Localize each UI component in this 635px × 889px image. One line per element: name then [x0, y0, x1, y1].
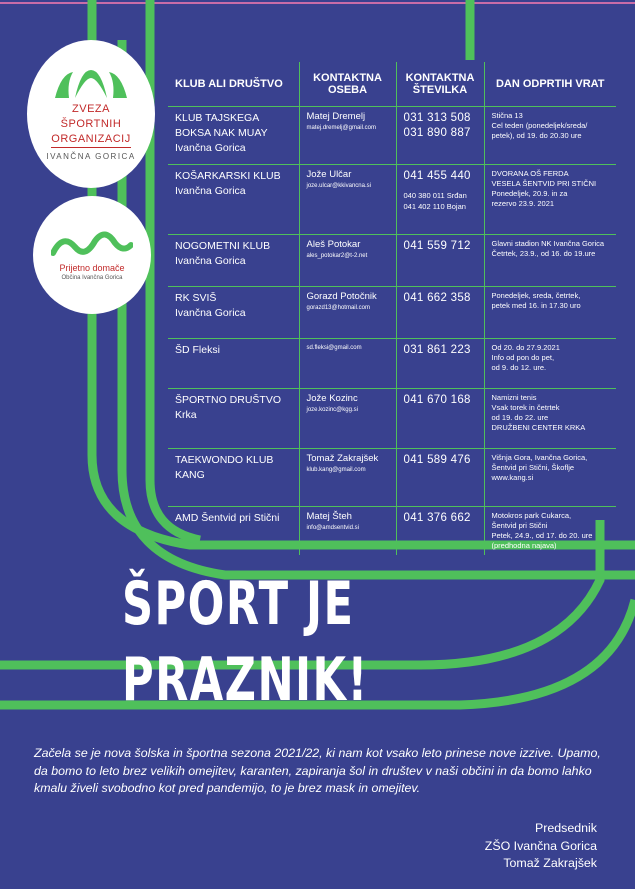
- intro-paragraph: Začela se je nova šolska in športna sezona 2021/22, ki nam kot vsako leto prinese nove izzive. Upamo, da bomo to leto brez velikih omejitev, karanten, zapiranja šol in društev v naši občini in da bomo lahko kmalu živeli svobodno kot pred pandemijo, to je brez mask in omejitev.: [34, 746, 601, 795]
- club-name-line: Krka: [175, 409, 197, 421]
- open-day-line: Šentvid pri Stični, Škoflje: [491, 463, 575, 472]
- club-cell: [168, 339, 299, 389]
- contact-person-cell: [299, 339, 396, 389]
- table-row: [168, 107, 616, 165]
- open-day-cell: [484, 507, 616, 555]
- header-contact-person: KONTAKTNA OSEBA: [299, 62, 396, 107]
- club-name-line: NOGOMETNI KLUB: [175, 240, 271, 252]
- header-open-day: DAN ODPRTIH VRAT: [484, 62, 616, 107]
- open-day-line: Motokros park Cukarca,: [491, 511, 572, 520]
- contact-number-cell: [396, 449, 484, 507]
- umbrella-icon: [51, 68, 131, 102]
- phone-number: 031 861 223: [403, 344, 471, 356]
- contact-email: joze.ulcar@kkivancna.si: [306, 183, 371, 189]
- contact-number-cell: [396, 235, 484, 287]
- contact-person-cell: [299, 449, 396, 507]
- contact-number-cell: [396, 287, 484, 339]
- open-day-line: Glavni stadion NK Ivančna Gorica: [491, 239, 605, 248]
- club-name-line: BOKSA NAK MUAY: [175, 127, 268, 139]
- club-cell: [168, 507, 299, 555]
- phone-number: 041 662 358: [403, 292, 471, 304]
- contact-person-cell: [299, 507, 396, 555]
- contact-person-cell: [299, 235, 396, 287]
- open-day-line: Cel teden (ponedeljek/sreda/: [491, 121, 588, 130]
- open-day-line: Šentvid pri Stični: [491, 521, 548, 530]
- open-day-line: Stična 13: [491, 111, 523, 120]
- signature: [485, 820, 597, 873]
- municipality-name: Občina Ivančna Gorica: [61, 275, 123, 281]
- contact-person-name: Aleš Potokar: [306, 239, 361, 250]
- club-name-line: KANG: [175, 469, 205, 481]
- club-name-line: AMD Šentvid pri Stični: [175, 512, 280, 524]
- club-cell: [168, 389, 299, 449]
- open-day-line: rezervo 23.9. 2021: [491, 199, 555, 208]
- contact-person-cell: [299, 287, 396, 339]
- club-name-line: KOŠARKARSKI KLUB: [175, 170, 281, 182]
- table-row: [168, 449, 616, 507]
- header-club: KLUB ALI DRUŠTVO: [175, 78, 283, 90]
- open-day-cell: [484, 449, 616, 507]
- slogan-line-2: PRAZNIK!: [122, 645, 369, 715]
- phone-number: 041 455 440: [403, 170, 471, 182]
- table-row: [168, 165, 616, 235]
- contact-number-cell: [396, 107, 484, 165]
- club-cell: [168, 107, 299, 165]
- open-day-line: od 19. do 22. ure: [491, 413, 549, 422]
- phone-number: 041 376 662: [403, 512, 471, 524]
- municipality-slogan: Prijetno domače: [59, 263, 125, 273]
- contact-email: klub.kang@gmail.com: [306, 467, 366, 473]
- contact-person-name: Matej Šteh: [306, 511, 352, 522]
- table-row: [168, 389, 616, 449]
- contact-email: matej.dremelj@gmail.com: [306, 125, 376, 131]
- municipality-logo: [33, 196, 151, 314]
- club-cell: [168, 449, 299, 507]
- phone-number: 041 670 168: [403, 394, 471, 406]
- open-day-line: (predhodna najava): [491, 541, 557, 550]
- club-name-line: TAEKWONDO KLUB: [175, 454, 274, 466]
- open-day-cell: [484, 389, 616, 449]
- table-row: [168, 339, 616, 389]
- open-day-line: Ponedeljek, sreda, četrtek,: [491, 291, 581, 300]
- club-name-line: ŠD Fleksi: [175, 344, 220, 356]
- open-day-line: petek), od 19. do 20.30 ure: [491, 131, 582, 140]
- zso-logo: [27, 40, 155, 188]
- contact-email: gorazd13@hotmail.com: [306, 305, 370, 311]
- zso-logo-subtitle: IVANČNA GORICA: [46, 151, 136, 161]
- open-day-line: Namizni tenis: [491, 393, 537, 402]
- open-day-cell: [484, 287, 616, 339]
- open-day-line: Četrtek, 23.9., od 16. do 19.ure: [491, 249, 596, 258]
- table-header-row: [168, 62, 616, 107]
- contact-person-name: Gorazd Potočnik: [306, 291, 377, 302]
- contact-person-cell: [299, 107, 396, 165]
- signature-organization: ZŠO Ivančna Gorica: [484, 838, 597, 853]
- club-cell: [168, 165, 299, 235]
- header-contact-number: KONTAKTNA ŠTEVILKA: [396, 62, 484, 107]
- open-day-line: VESELA ŠENTVID PRI STIČNI: [491, 179, 597, 188]
- contact-person-cell: [299, 389, 396, 449]
- contact-person-name: Jože Ulčar: [306, 169, 352, 180]
- club-cell: [168, 235, 299, 287]
- phone-number: 031 890 887: [403, 127, 471, 139]
- open-day-line: Info od pon do pet,: [491, 353, 555, 362]
- contact-email: sd.fleksi@gmail.com: [306, 345, 362, 351]
- contact-person-name: Jože Kozinc: [306, 393, 358, 404]
- open-day-line: Višnja Gora, Ivančna Gorica,: [491, 453, 588, 462]
- open-day-line: Ponedeljek, 20.9. in za: [491, 189, 568, 198]
- zso-logo-line-3: ORGANIZACIJ: [51, 132, 130, 148]
- signature-role: Predsednik: [535, 821, 597, 835]
- open-day-cell: [484, 339, 616, 389]
- open-day-line: www.kang.si: [491, 473, 534, 482]
- club-name-line: Ivančna Gorica: [175, 185, 246, 197]
- clubs-table: [168, 62, 616, 555]
- signature-name: Tomaž Zakrajšek: [503, 856, 597, 870]
- contact-email: info@amdsentvid.si: [306, 525, 359, 531]
- phone-number: 031 313 508: [403, 112, 471, 124]
- contact-number-cell: [396, 339, 484, 389]
- contact-email: ales_potokar2@t-2.net: [306, 253, 368, 259]
- open-day-line: DRUŽBENI CENTER KRKA: [491, 423, 586, 432]
- contact-number-cell: [396, 389, 484, 449]
- club-name-line: Ivančna Gorica: [175, 142, 246, 154]
- open-day-line: od 9. do 12. ure.: [491, 363, 547, 372]
- open-day-cell: [484, 165, 616, 235]
- club-cell: [168, 287, 299, 339]
- table-row: [168, 235, 616, 287]
- contact-email: joze.kozinc@kgg.si: [306, 407, 358, 413]
- contact-person-name: Matej Dremelj: [306, 111, 366, 122]
- slogan-line-1: ŠPORT JE: [122, 569, 355, 639]
- open-day-cell: [484, 107, 616, 165]
- phone-number: 041 589 476: [403, 454, 471, 466]
- phone-number-secondary: 041 402 110 Bojan: [403, 202, 466, 211]
- phone-number: 041 559 712: [403, 240, 471, 252]
- open-day-line: Vsak torek in četrtek: [491, 403, 560, 412]
- phone-number-secondary: 040 380 011 Srđan: [403, 191, 467, 200]
- zso-logo-line-2: ŠPORTNIH: [60, 117, 122, 130]
- open-day-cell: [484, 235, 616, 287]
- club-name-line: ŠPORTNO DRUŠTVO: [175, 394, 281, 406]
- zso-logo-line-1: ZVEZA: [72, 102, 110, 115]
- wave-icon: [51, 229, 133, 259]
- club-name-line: Ivančna Gorica: [175, 255, 246, 267]
- table-row: [168, 287, 616, 339]
- contact-person-name: Tomaž Zakrajšek: [306, 453, 379, 464]
- open-day-line: Petek, 24.9., od 17. do 20. ure: [491, 531, 593, 540]
- contact-number-cell: [396, 507, 484, 555]
- contact-number-cell: [396, 165, 484, 235]
- open-day-line: petek med 16. in 17.30 uro: [491, 301, 581, 310]
- club-name-line: RK SVIŠ: [175, 292, 217, 304]
- club-name-line: KLUB TAJSKEGA: [175, 112, 260, 124]
- table-row: [168, 507, 616, 555]
- contact-person-cell: [299, 165, 396, 235]
- open-day-line: DVORANA OŠ FERDA: [491, 169, 569, 178]
- open-day-line: Od 20. do 27.9.2021: [491, 343, 560, 352]
- club-name-line: Ivančna Gorica: [175, 307, 246, 319]
